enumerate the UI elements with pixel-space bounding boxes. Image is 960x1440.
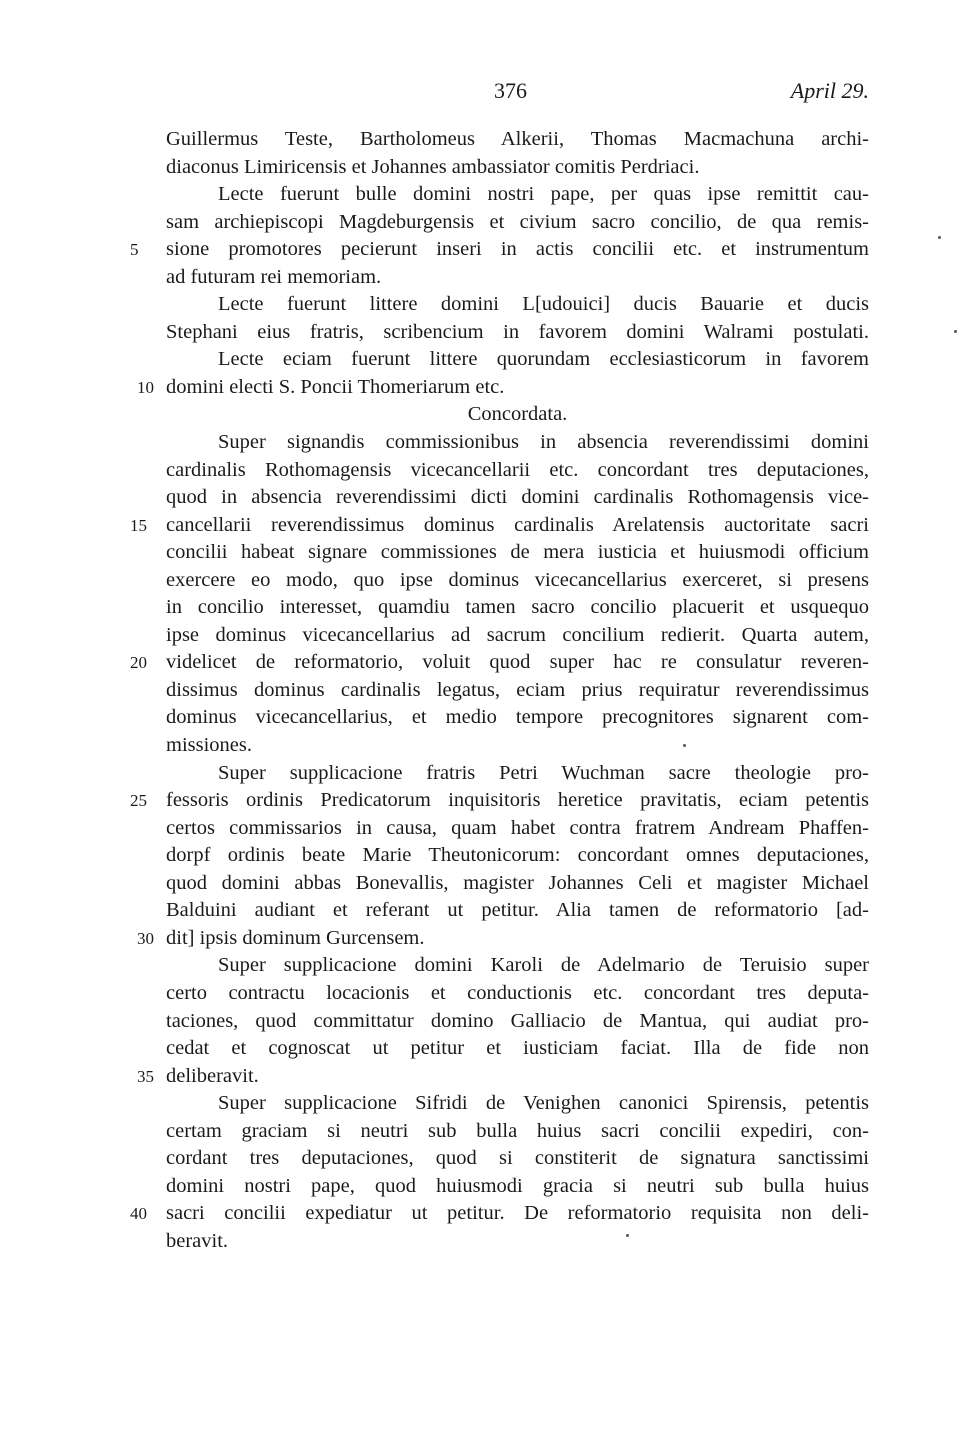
line-text: certo contractu locacionis et conductionis etc. concordant tres deputa- [166,981,869,1004]
text-line [166,1090,869,1118]
line-text: quod in absencia reverendissimi dicti domini cardinalis Rothomagensis vice- [166,486,869,509]
text-line [130,649,869,677]
running-header-date: April 29. [790,78,869,103]
line-text: quod domini abbas Bonevallis, magister Johannes Celi et magister Michael [166,871,869,894]
text-line [166,264,869,292]
text-line [166,319,869,347]
line-text: exercere eo modo, quo ipse dominus vicecancellarius exerceret, si presens [166,568,869,591]
line-text: diaconus Limiricensis et Johannes ambassiator comitis Perdriaci. [166,155,700,178]
text-line [166,1035,869,1063]
line-text: Super supplicacione Sifridi de Venighen canonici Spirensis, petentis [218,1092,869,1115]
text-line [130,512,869,540]
line-text: fessoris ordinis Predicatorum inquisitoris heretice pravitatis, eciam petentis [166,789,869,812]
line-text: sam archiepiscopi Magdeburgensis et civium sacro concilio, de qua remis- [166,210,869,233]
text-line [166,677,869,705]
text-line [166,154,869,182]
line-text: dorpf ordinis beate Marie Theutonicorum: concordant omnes deputaciones, [166,844,869,867]
line-text: Super supplicacione fratris Petri Wuchman sacre theologie pro- [218,761,869,784]
text-line [137,1063,869,1091]
text-line [166,401,869,429]
text-line [166,181,869,209]
line-number: 40 [130,1204,147,1224]
text-line [166,732,869,760]
line-text: cardinalis Rothomagensis vicecancellarii etc. concordant tres deputaciones, [166,458,869,481]
line-number: 35 [137,1066,154,1086]
text-line [166,1228,869,1256]
text-line [166,870,869,898]
scan-speck [938,236,941,239]
line-number: 10 [137,377,154,397]
line-text: concilii habeat signare commissiones de mera iusticia et huiusmodi officium [166,541,869,564]
line-text: videlicet de reformatorio, voluit quod super hac re consulatur reveren- [166,651,869,674]
line-number: 25 [130,791,147,811]
line-text: ad futuram rei memoriam. [166,265,382,288]
text-line [166,952,869,980]
text-line [166,429,869,457]
line-text: certos commissarios in causa, quam habet contra fratrem Andream Phaffen- [166,816,869,839]
text-line [130,787,869,815]
line-text: cedat et cognoscat ut petitur et iusticiam faciat. Illa de fide non [166,1037,869,1060]
text-line [166,815,869,843]
body-text [130,126,869,1255]
line-text: taciones, quod committatur domino Galliacio de Mantua, qui audiat pro- [166,1009,869,1032]
text-line [130,236,869,264]
text-line [166,346,869,374]
line-text: in concilio interesset, quamdiu tamen sacro concilio placuerit et usquequo [166,596,869,619]
line-text: certam graciam si neutri sub bulla huius sacri concilii expediri, con- [166,1119,869,1142]
text-line [166,1008,869,1036]
line-text: cancellarii reverendissimus dominus cardinalis Arelatensis auctoritate sacri [166,513,869,536]
line-number: 20 [130,653,147,673]
text-line [166,291,869,319]
line-text: ipse dominus vicecancellarius ad sacrum concilium redierit. Quarta autem, [166,623,869,646]
text-line [166,897,869,925]
line-text: missiones. [166,734,252,757]
text-line [166,842,869,870]
line-text: dit] ipsis dominum Gurcensem. [166,926,425,949]
line-text: beravit. [166,1229,229,1252]
line-text: cordant tres deputaciones, quod si constiterit de signatura sanctissimi [166,1147,869,1170]
text-line [166,1173,869,1201]
text-line [166,209,869,237]
line-number: 5 [130,240,139,260]
line-text: Lecte fuerunt bulle domini nostri pape, per quas ipse remittit cau- [218,183,869,206]
scan-speck [683,744,686,747]
text-line [130,1200,869,1228]
scan-speck [626,1234,629,1237]
line-text: domini electi S. Poncii Thomeriarum etc. [166,375,505,398]
text-line [166,567,869,595]
text-line [166,539,869,567]
line-text: sione promotores pecierunt inseri in actis concilii etc. et instrumentum [166,238,869,261]
text-line [166,1145,869,1173]
line-text: Balduini audiant et referant ut petitur. Alia tamen de reformatorio [ad- [166,899,869,922]
text-line [166,980,869,1008]
line-text: Lecte eciam fuerunt littere quorundam ecclesiasticorum in favorem [218,348,869,371]
text-line [166,594,869,622]
text-line [166,622,869,650]
text-line [166,126,869,154]
line-text: Super supplicacione domini Karoli de Adelmario de Teruisio super [218,954,869,977]
line-text: deliberavit. [166,1064,259,1087]
line-text: Guillermus Teste, Bartholomeus Alkerii, Thomas Macmachuna archi- [166,128,869,150]
text-line [166,704,869,732]
line-text: Stephani eius fratris, scribencium in favorem domini Walrami postulati. [166,320,869,343]
text-line [137,374,869,402]
text-line [166,484,869,512]
line-text: Lecte fuerunt littere domini L[udouici] ducis Bauarie et ducis [218,293,869,316]
text-line [166,1118,869,1146]
line-text: dissimus dominus cardinalis legatus, eciam prius requiratur reverendissimus [166,678,869,701]
text-line [137,925,869,953]
scan-speck [954,330,957,333]
text-line [166,457,869,485]
page-number: 376 [494,78,527,103]
line-text: sacri concilii expediatur ut petitur. De reformatorio requisita non deli- [166,1202,869,1225]
line-text: Super signandis commissionibus in absencia reverendissimi domini [218,431,869,454]
line-text: domini nostri pape, quod huiusmodi gracia si neutri sub bulla huius [166,1174,869,1197]
page-header [166,78,869,110]
section-heading: Concordata. [467,403,568,426]
line-text: dominus vicecancellarius, et medio tempore precognitores signarent com- [166,706,869,729]
text-line [166,760,869,788]
line-number: 30 [137,928,154,948]
line-number: 15 [130,515,147,535]
